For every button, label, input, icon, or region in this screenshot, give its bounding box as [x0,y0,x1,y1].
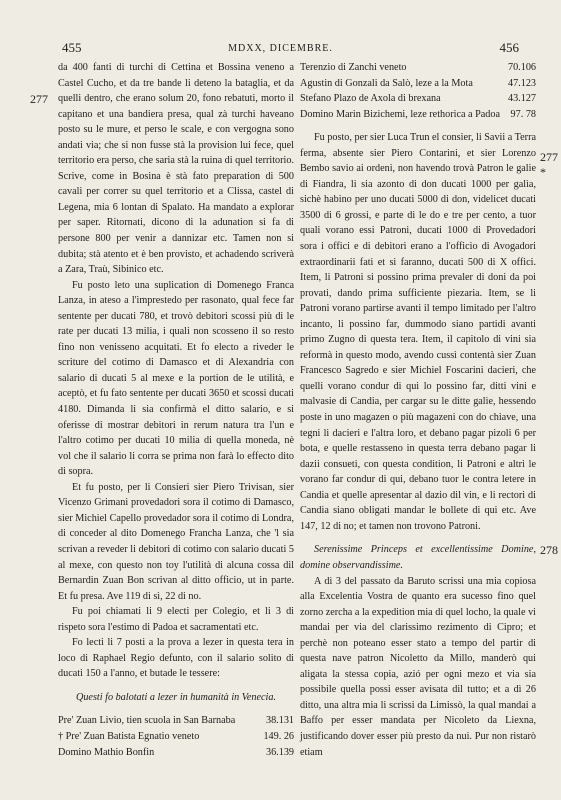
list-item: Stefano Plazo de Axola di brexana 43.127 [300,93,536,105]
margin-number-right-278: 278 [540,543,558,557]
letter-salutation: Serenissime Princeps et excellentissime Domine, domine observandissime. [300,544,536,571]
ballot-list-right [300,60,536,122]
ballot-heading: Questi fo balotati a lezer in humanità in Venecia. [75,691,277,703]
running-title: MDXX, DICEMBRE. [228,43,333,54]
left-paragraph-5: Fo lecti li 7 posti a la prova a lezer in questa tera in loco di Raphael Regio defunto, con il salario solito di ducati 150 a l'anno, et butade le tessere: [58,637,294,680]
ballot-list-left [58,713,294,760]
list-item: Pre' Zuan Livio, tien scuola in San Barnaba 38.131 [58,715,294,727]
left-paragraph-3: Et fu posto, per li Consieri sier Piero Trivisan, sier Vicenzo Grimani provedadori sora il cotimo di Damasco, sier Michiel Capello provedador sora il cotimo di Londra, di conceder al dito Domenego Francha Lanza, che 'l sia scrivan a reveder li debitori di cotimo con salario ducati 5 al mexe, con questo non toy l'utilità di alcuna cossa dil Bernardin Zuan Bon scrivan al ditto officio, ut in parte. Et fu presa. Ave 119 di sì, 22 di no. [58,481,294,602]
list-item: Agustin di Gonzali da Salò, leze a la Mota 47.123 [300,77,536,89]
left-paragraph-2: Fu posto leto una suplication di Domenego Franca Lanza, in ateso a l'imprestedo per rasonato, qual fece far sentente per ducati 780, et trovò debitori scossi più di le rate per ducati 13 milia, i quali non scosseno il so resto fino non venisseno acquitati. Et fo electo a riveder le scriture del cotimo di Damasco et di Alexandria con salario di ducati 5 al mexe e la portion de le utilità, e aceptò, et fu fato sentente per ducati 3650 et scossi ducati 4180. Dimanda li sia confirmà el ditto salario, e si oferisse di mostrar debitori in rerum natura tra l'un e l'altro cotimo per ducati 10 milia di quella moneda, nè vol che il salario li corra se prima non farà lo effecto dito di sopra. [58,279,294,478]
list-item: Domino Marin Bizichemi, leze rethorica a Padoa 97. 78 [300,108,536,120]
margin-number-left: 277 [30,92,48,106]
page-number-left: 455 [62,40,82,55]
list-item: † Pre' Zuan Batista Egnatio veneto 149. 26 [58,730,294,742]
page-number-right: 456 [499,40,519,55]
list-item: Terenzio di Zanchi veneto 70.106 [300,62,536,73]
right-column [300,60,536,760]
list-item: Domino Mathio Bonfin 36.139 [58,746,294,758]
left-paragraph-4: Fu poi chiamati li 9 electi per Colegio, et li 3 di rispeto sora l'estimo di Padoa et sacramentati etc. [58,606,294,633]
left-paragraph-1: da 400 fanti di turchi di Cettina et Bossina veneno a Castel Cucho, et da tre bande li deteno la bataglia, et da quelli dentro, che erano solum 20, fono rebatuti, morto il capitano et una bandiera presa, qual zà turchi haveano posto su le mure, et perso le scale, e con vergogna sono andati via; che si non fusse stà la provision lui fece, quel territorio era perso, che saria stà la ruina di quel territorio. Scrive, come in Bosina è stà fato preparation di 500 cavali per correr su quel territorio et a Clissa, castel di Legena, mia 6 lontan di Spalato. Ha mandato a explorar per saper. Ritornati, dicono di la adunation si fa di persone 800 per venir a dannizar etc. Tamen non si dubita; stà atento et è ben provisto, et achadendo scriverà a Zara, Traù, Sibinico etc. [58,62,294,276]
right-paragraph-2: A dì 3 del passato da Baruto scrissi una mia copiosa alla Excelentia Vostra de quanto era sucesso fino quel zorno zercha a la expedition mia di quel locho, la quale vi mandai per via del clarissimo rezimento di Cipro; et perchè non poteano esser stato a tempo del partir di questa nave patron Nicoletto da Millo, manderò qui aligata la stessa copia, azió per ogni mezo et via sia possibile quella possi esser avisata dil tutto; et a dì 26 ditto, una altra mia li scrissi da Limissò, la qual mandai a Baffo per esser mandata per Nicoleto da Liexna, justificando dover esser più presto da nui. Pur non ristarò etiam [300,575,536,758]
right-paragraph-1: Fu posto, per sier Luca Trun el consier, li Savii a Terra ferma, absente sier Piero Contarini, et sier Lorenzo Bembo savio ai ordeni, non havendo trovà Patron le galie di Fiandra, li sia azonto di don ducati 1000 per galìa, sichè habino per uno ducati 5000 di don, videlicet ducati 3500 di 6 grossi, e parte di le do e tre per cento, a tuor quali vorano essi Patroni, ducati 1000 di Provedadori sora i offici e di debitori erano a l'officio di Avogadori extraordinarii fati et si faranno, ducati 500 di X offici. Item, li Patroni si possino prima prevaler di doni da poi provati, dando prima sufficiente piezaria. Item, se li Patroni vorano partirse avanti il tempo limitado per l'altro incanto, li possino far, dummodo siano partidi avanti primo Zugno di questa tera. Item, il capitolo di vini sia reformà in questo modo, avendo cussì contentà sier Zuan Francesco Sagredo e sier Michiel Foscarini dacieri, che quelli vorano condur di qui lo possino far, ditti vini e malvasie di Candia, per cargar su le ditte galìe, hessendo poste in uno magazen o più magazeni con do chiave, una tegni li dacieri e l'altra loro, et debano pagar pizoli 6 per bota, e quelle restasseno in questa terra debano pagar li dazii consueti, con questa condition, li Patroni e altri le vorano far condur di qui, debano tuor le contra letere in Candia et quelle apresentar al dazio dil vin, e li rectori di Candia siano obligati mandar le bollete di qui etc. Ave 147, 12 di no; et tamen non trovono Patroni. [300,132,536,532]
margin-number-right-277: 277 * [540,150,558,179]
left-column [58,60,294,760]
